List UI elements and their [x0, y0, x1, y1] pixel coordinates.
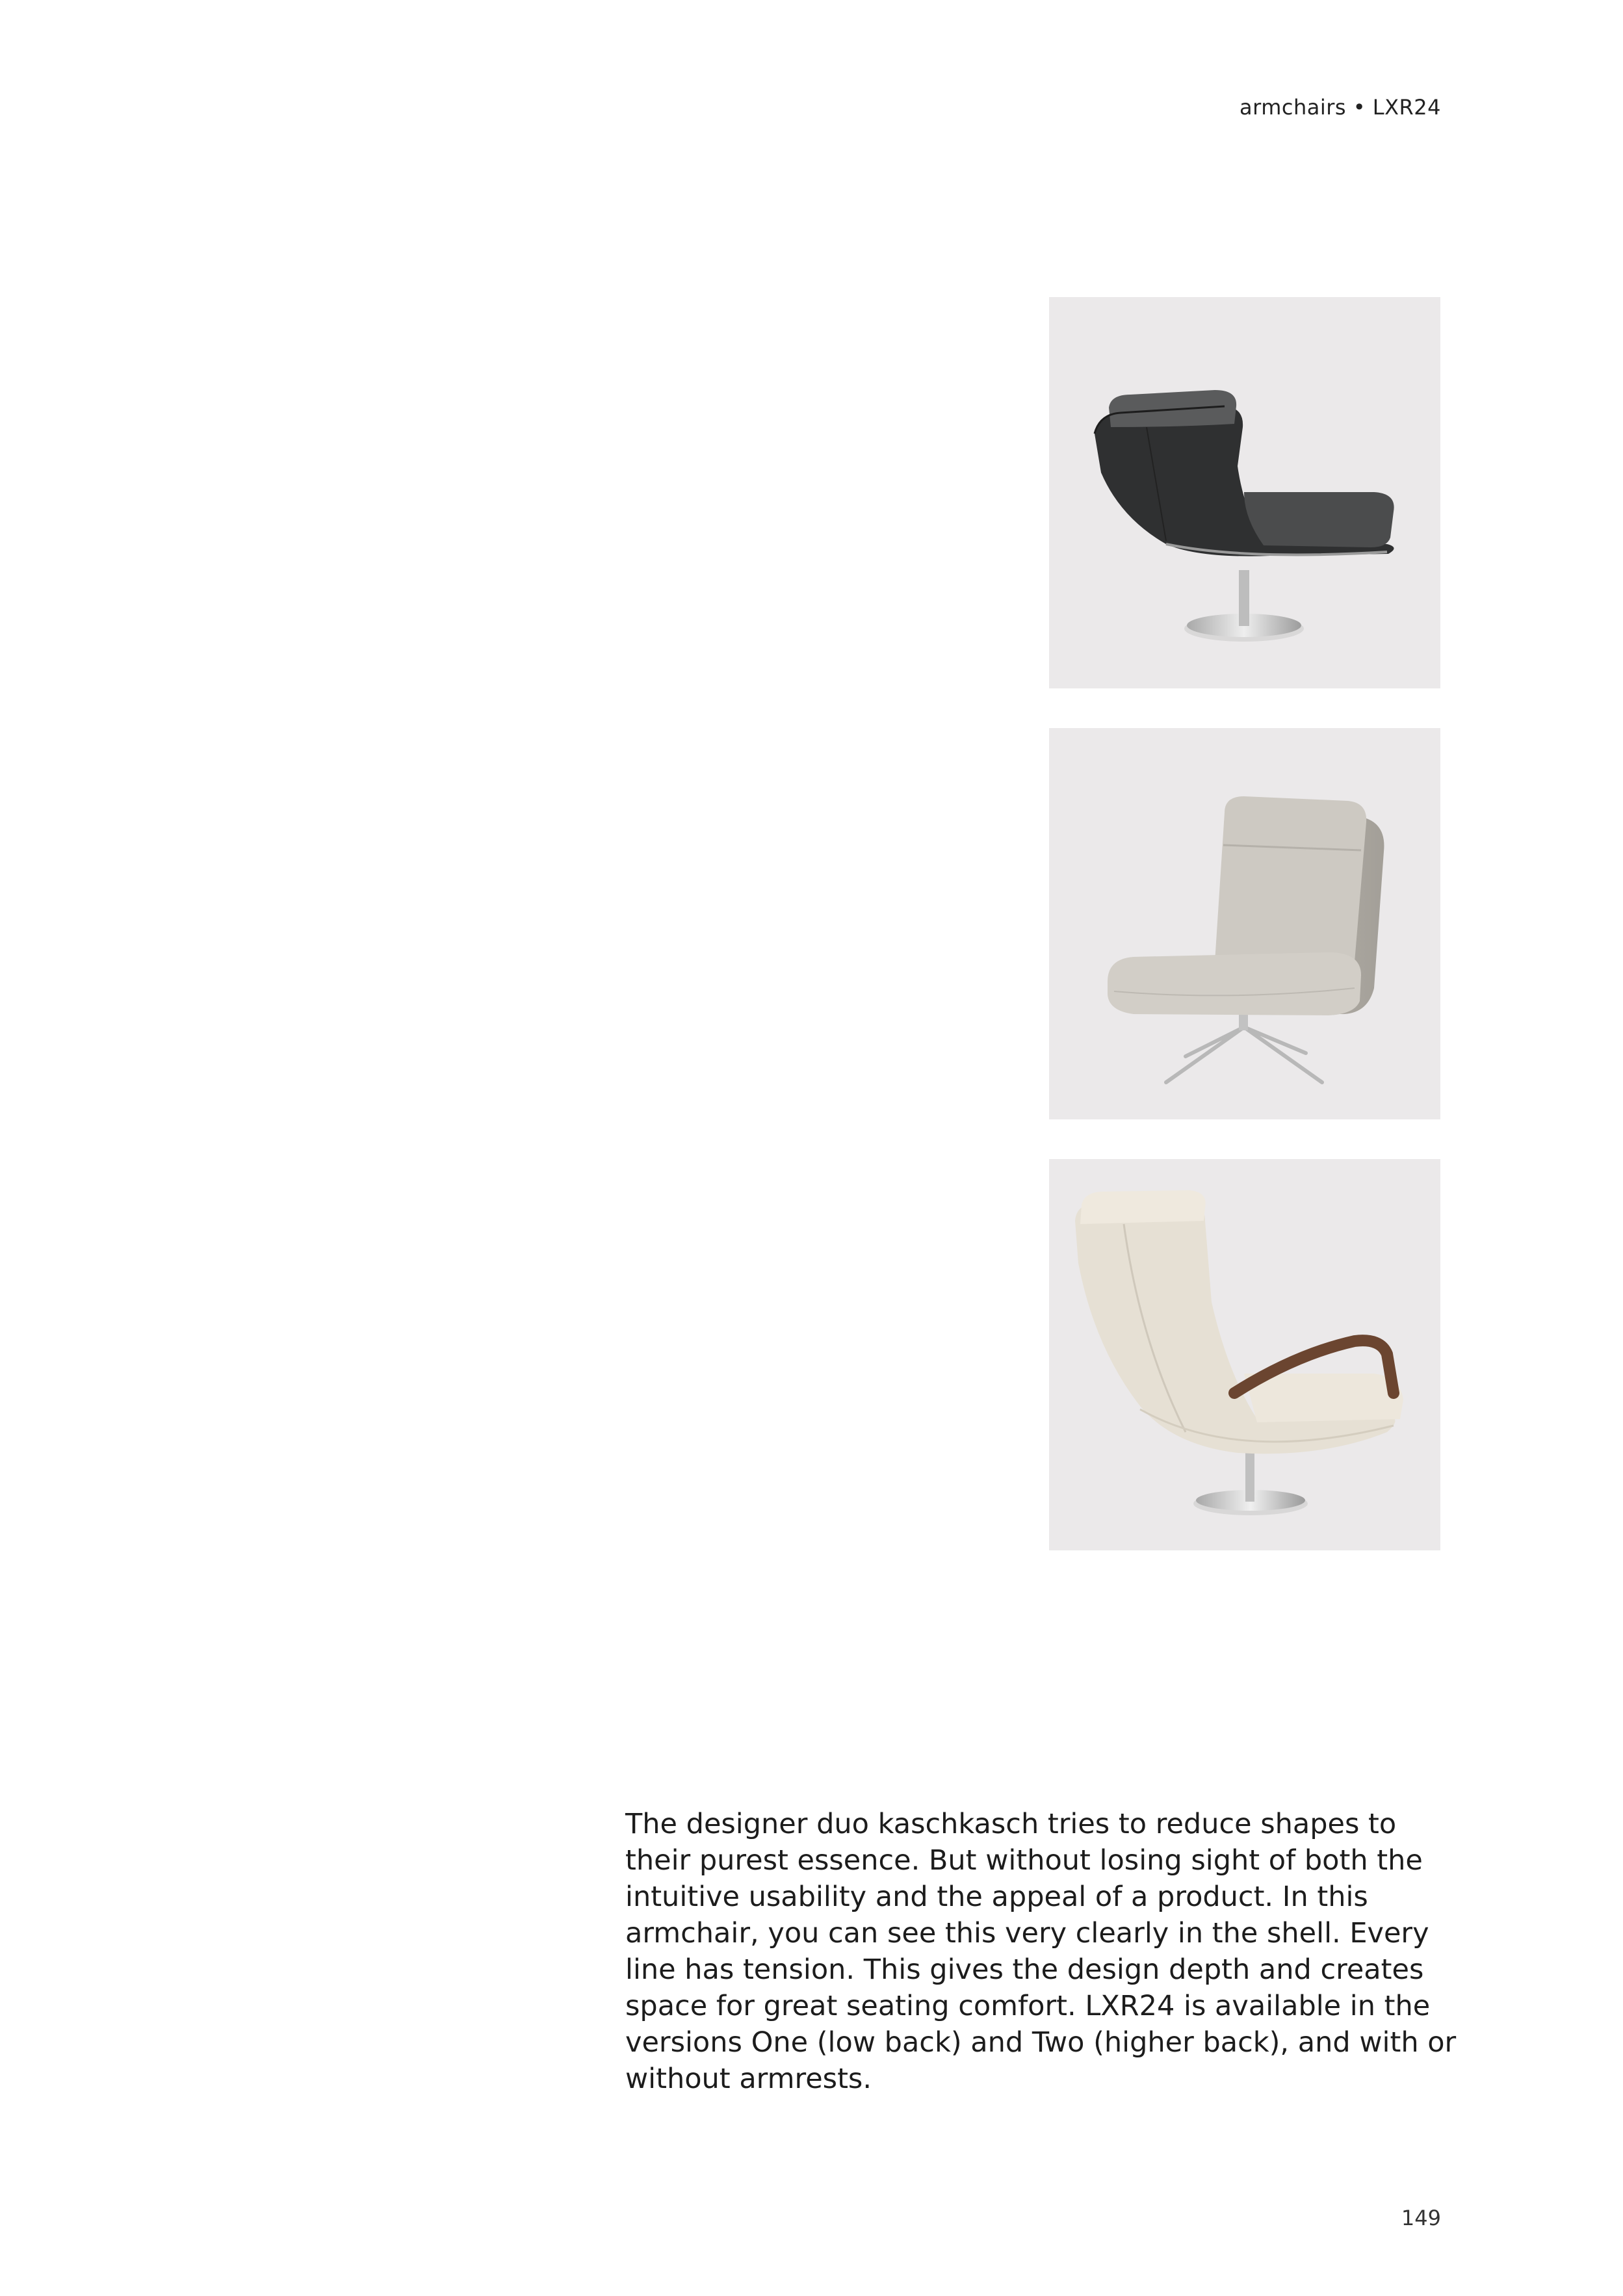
product-photo-dark-armchair	[1049, 297, 1440, 688]
grey-armchair-illustration	[1049, 728, 1440, 1119]
dark-armchair-illustration	[1049, 297, 1440, 688]
product-photo-grey-armchair	[1049, 728, 1440, 1119]
cream-armchair-illustration	[1049, 1159, 1440, 1550]
product-photo-cream-armchair	[1049, 1159, 1440, 1550]
running-header: armchairs • LXR24	[1240, 95, 1441, 120]
product-description: The designer duo kaschkasch tries to reduce shapes to their purest essence. But without losing sight of both the intuitive usability and the appeal of a product. In this armchair, you can see this very clearly in the shell. Every line has tension. This gives the design depth and creates space for great seating comfort. LXR24 is available in the versions One (low back) and Two (higher back), and with or without armrests.	[625, 1808, 1457, 2095]
page-number: 149	[1401, 2206, 1441, 2230]
